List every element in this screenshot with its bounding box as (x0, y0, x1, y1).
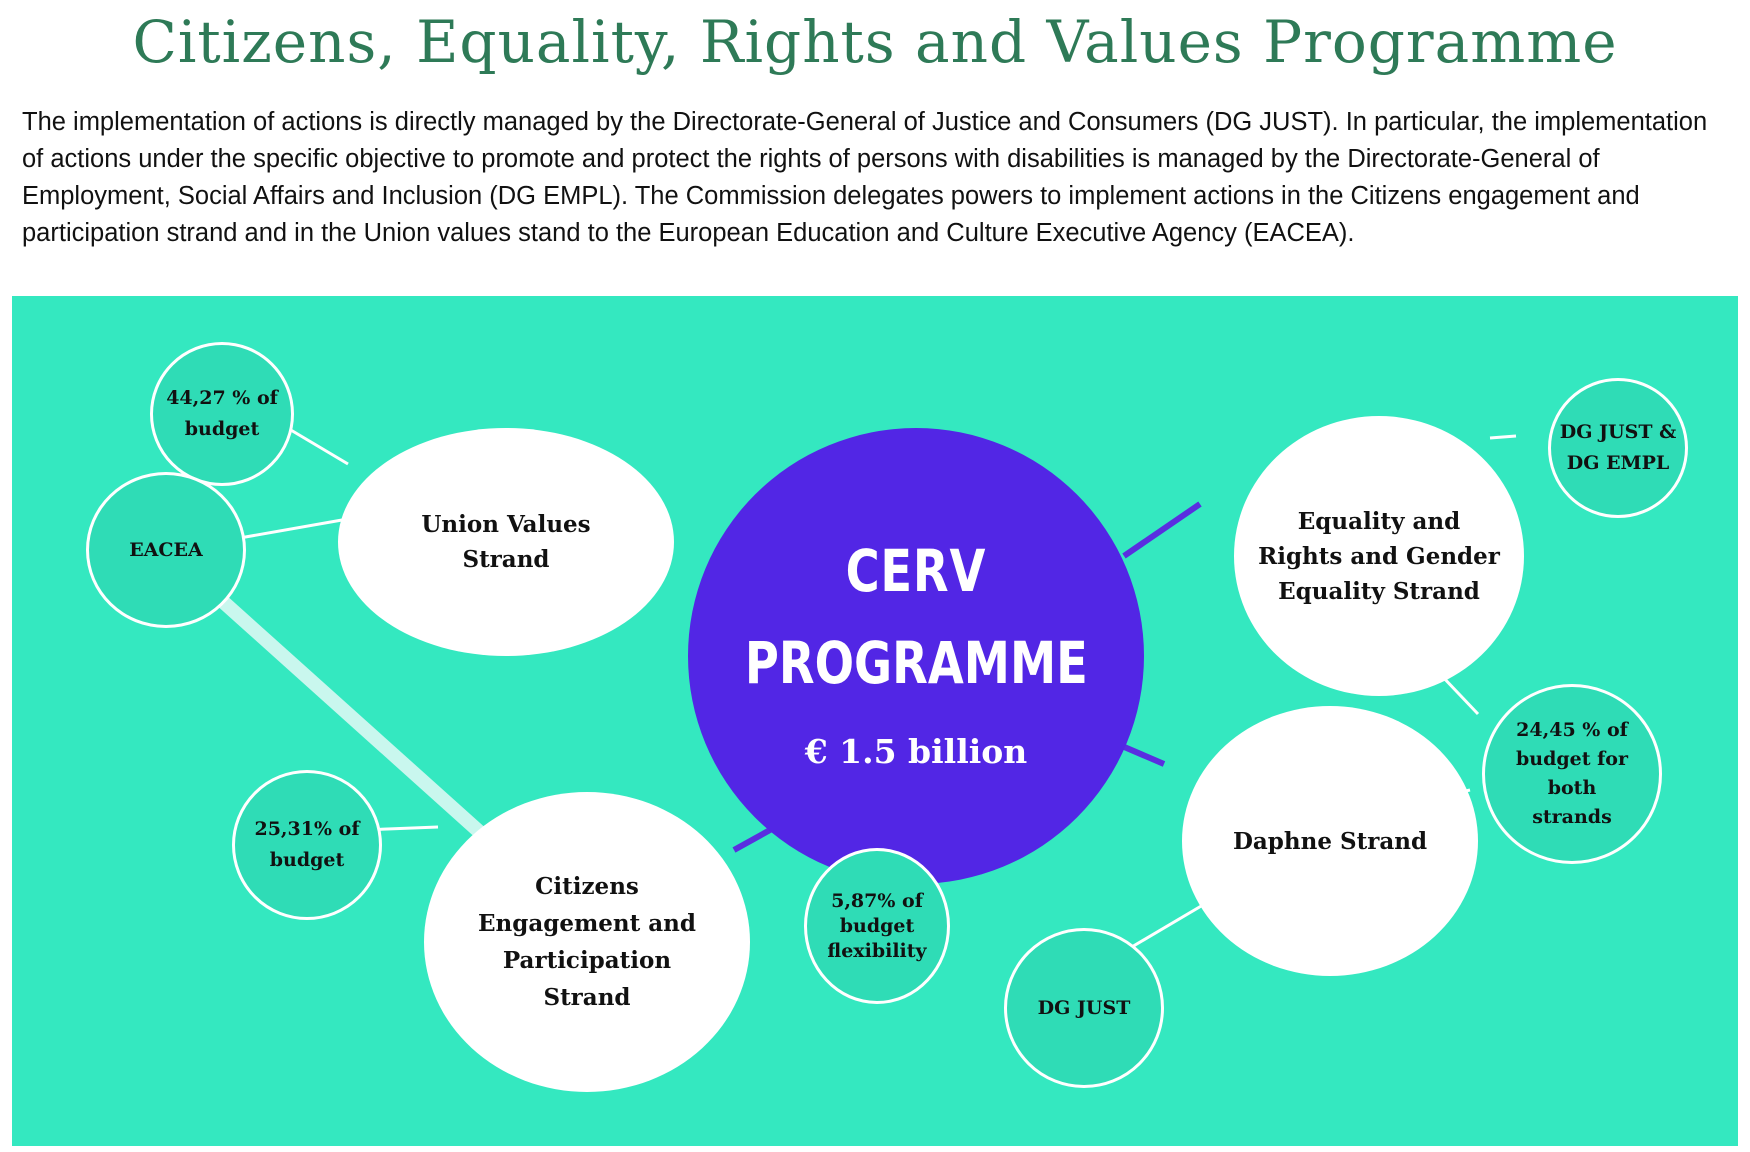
page-title: Citizens, Equality, Rights and Values Programme (132, 8, 1618, 76)
union-values-strand-node (338, 428, 674, 656)
union-values-budget-label: 44,27 % of budget (166, 387, 278, 440)
center-amount: € 1.5 billion (804, 732, 1028, 771)
connector-center-equality (1124, 504, 1200, 556)
equality-strand-node (1234, 416, 1524, 696)
center-title-line1: CERV (845, 537, 987, 605)
daphne-strand-label: Daphne Strand (1232, 827, 1428, 855)
intro-paragraph: The implementation of actions is directly managed by the Directorate-General of Justice and Consumers (DG JUST). In particular, the implementation of actions under the specific objective to promote and protect the rights of persons with disabilities is managed by the Directorate-General of Employment, Social Affairs and Inclusion (DG EMPL). The Commission delegates powers to implement actions in the Citizens engagement and participation strand and in the Union values stand to the European Education and Culture Executive Agency (EACEA). (22, 108, 1708, 247)
equality-strand-label: Equality and Rights and Gender Equality Strand (1258, 507, 1500, 605)
citizens-budget-node (232, 770, 382, 920)
union-values-strand-label: Union Values Strand (421, 511, 591, 573)
dg-just-node (1004, 928, 1164, 1088)
equality-daphne-budget-node (1482, 684, 1662, 864)
eacea-node (86, 472, 246, 628)
cerv-diagram (12, 296, 1738, 1146)
citizens-budget-label: 25,31% of budget (254, 818, 360, 871)
dg-just-empl-node (1548, 378, 1688, 518)
equality-daphne-budget-label: 24,45 % of budget for both strands (1515, 719, 1628, 828)
flexibility-budget-label: 5,87% of budget flexibility (827, 889, 927, 962)
daphne-strand-node (1182, 706, 1478, 976)
union-values-budget-node (150, 342, 294, 486)
center-title-line2: PROGRAMME (744, 629, 1088, 697)
dg-just-empl-label: DG JUST & DG EMPL (1559, 421, 1677, 474)
citizens-strand-node (424, 792, 750, 1092)
connector-eacea-union-values (234, 520, 342, 539)
dg-just-label: DG JUST (1037, 996, 1131, 1019)
flexibility-budget-node (804, 848, 950, 1004)
cerv-programme-node (688, 428, 1144, 884)
citizens-strand-label: Citizens Engagement and Participation Strand (478, 873, 696, 1011)
connector-dgjustempl-equality (1490, 436, 1516, 438)
eacea-label: EACEA (129, 538, 203, 561)
connector-dgjust-daphne (1130, 902, 1208, 948)
